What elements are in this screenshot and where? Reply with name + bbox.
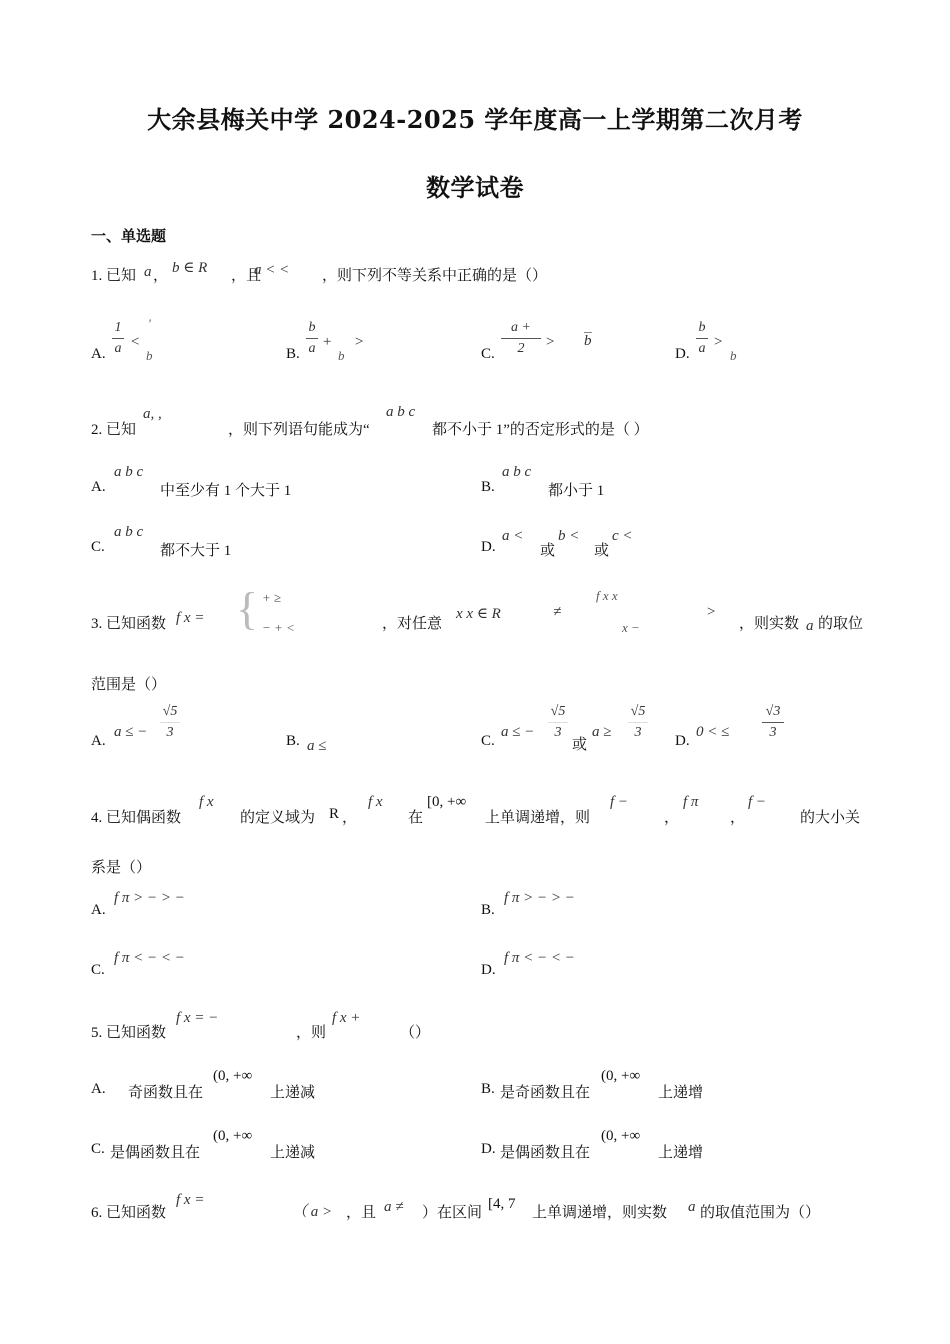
section-heading: 一、单选题 [91, 227, 167, 245]
q2-option-b-abc: a b c [502, 464, 532, 480]
q6-interval: [4, 7 [488, 1196, 516, 1212]
q4-option-b-math: f π > − > − [504, 890, 575, 906]
q3-stem-c: ，则实数 [739, 616, 800, 632]
q1-option-d-label: D. [675, 346, 690, 362]
q5-option-d-label: D. [481, 1141, 496, 1157]
q6-var-a: a [688, 1199, 696, 1215]
q1-option-c-rel: > [545, 334, 556, 350]
exam-subtitle: 数学试卷 [426, 173, 524, 202]
q2-option-b-text: 都小于 1 [548, 483, 605, 499]
q1-option-b-num: b [308, 320, 316, 335]
q1-option-b-label: B. [286, 346, 300, 362]
q4-fx1: f x [199, 794, 214, 810]
q2-option-b-label: B. [481, 479, 495, 495]
q1-option-c-label: C. [481, 346, 495, 362]
q1-condition: a < < [254, 262, 290, 278]
q4-option-a-math: f π > − > − [114, 890, 185, 906]
q3-piece-2: − + < [262, 620, 295, 635]
q5-option-b-text2: 上递增 [658, 1085, 704, 1101]
q4-stem-e: 的大小关 [800, 810, 861, 826]
q4-stem-f: 系是（） [91, 860, 152, 876]
q4-comma: ， [342, 810, 358, 826]
q2-option-c-text: 都不大于 1 [160, 543, 232, 559]
q5-fx2: f x + [332, 1010, 361, 1026]
q3-option-c-den2: 3 [634, 725, 642, 740]
q4-stem-a: 4. 已知偶函数 [91, 810, 182, 826]
q6-stem-e: 的取值范围为（） [700, 1205, 821, 1221]
q3-option-a-den: 3 [166, 725, 174, 740]
q1-option-a-label: A. [91, 346, 106, 362]
q5-stem-b: ，则 [296, 1025, 327, 1041]
q3-option-d-label: D. [675, 733, 690, 749]
q4-option-d-math: f π < − < − [504, 950, 575, 966]
q6-stem-d: 上单调递增，则实数 [532, 1205, 668, 1221]
q3-piecewise-brace: { [236, 583, 259, 634]
q5-option-a-label: A. [91, 1081, 106, 1097]
q5-option-b-text1: 是奇函数且在 [500, 1085, 591, 1101]
q6-stem-b: ，且 [346, 1205, 377, 1221]
q4-option-d-label: D. [481, 962, 496, 978]
q3-option-a-num: √5 [162, 704, 178, 719]
q6-paren: （ a > [292, 1204, 333, 1220]
q4-f2: f π [683, 794, 699, 810]
q4-sep-2: ， [730, 810, 746, 826]
q4-f1: f − [610, 794, 629, 810]
q5-fx: f x = − [176, 1010, 219, 1026]
q3-stem-a: 3. 已知函数 [91, 616, 167, 632]
q2-option-d-or2: 或 [594, 543, 610, 559]
q3-option-c-fraction2 [628, 704, 648, 741]
q1-option-a-num: 1 [114, 320, 122, 335]
q1-option-a-den: a [114, 341, 122, 356]
q3-option-c-num1: √5 [550, 704, 566, 719]
q1-option-a-rhs-den: b [146, 348, 153, 363]
q5-option-d-text2: 上递增 [658, 1145, 704, 1161]
q5-option-c-label: C. [91, 1141, 105, 1157]
q2-option-c-abc: a b c [114, 524, 144, 540]
q3-option-a-label: A. [91, 733, 106, 749]
q1-option-a-rel: < [130, 334, 141, 350]
q5-option-a-text2: 上递减 [270, 1085, 316, 1101]
q1-var-a: a [144, 264, 152, 280]
q1-option-c-fraction [501, 320, 541, 357]
q5-option-c-text2: 上递减 [270, 1145, 316, 1161]
q2-stem-a: 2. 已知 [91, 422, 137, 438]
exam-title: 大余县梅关中学 2024-2025 学年度高一上学期第二次月考 [147, 105, 803, 134]
q5-option-c-text1: 是偶函数且在 [110, 1145, 201, 1161]
q2-option-d-c: c < [612, 528, 633, 544]
q3-piece-1: + ≥ [262, 590, 282, 605]
q3-option-d-den: 3 [769, 725, 777, 740]
q3-option-c-math2: a ≥ [592, 724, 612, 740]
q5-option-c-interval: (0, +∞ [213, 1128, 253, 1144]
q3-option-c-math1: a ≤ − [501, 724, 535, 740]
q3-option-b-math: a ≤ [307, 738, 327, 754]
q3-gt: > [706, 604, 717, 620]
q5-option-a-text1: 奇函数且在 [128, 1085, 204, 1101]
q6-stem-a: 6. 已知函数 [91, 1205, 167, 1221]
q1-option-b-den: a [308, 341, 316, 356]
q1-option-b-gt: > [354, 334, 365, 350]
q1-stem-c: ，则下列不等关系中正确的是（） [322, 268, 548, 284]
q2-option-c-label: C. [91, 539, 105, 555]
q2-option-a-abc: a b c [114, 464, 144, 480]
q6-fx: f x = [176, 1192, 205, 1208]
q2-vars: a, , [143, 406, 162, 422]
q3-stem-d: 的取位 [818, 616, 864, 632]
q2-option-d-or1: 或 [540, 543, 556, 559]
q3-option-b-label: B. [286, 733, 300, 749]
q6-stem-c: ）在区间 [422, 1205, 483, 1221]
q1-option-b-rhs-den: b [338, 348, 345, 363]
q2-option-d-a: a < [502, 528, 524, 544]
q5-stem-a: 5. 已知函数 [91, 1025, 167, 1041]
q4-option-c-label: C. [91, 962, 105, 978]
q3-option-c-num2: √5 [630, 704, 646, 719]
q3-neq: ≠ [553, 604, 562, 620]
q3-option-d-math: 0 < ≤ [696, 724, 730, 740]
q5-option-d-interval: (0, +∞ [601, 1128, 641, 1144]
q2-option-a-label: A. [91, 479, 106, 495]
q3-option-d-fraction [762, 704, 784, 741]
q1-comma: ， [153, 268, 169, 284]
q1-option-d-fraction [696, 320, 708, 357]
q3-option-c-fraction1 [548, 704, 568, 741]
q4-f3: f − [748, 794, 767, 810]
q3-option-d-num: √3 [765, 704, 781, 719]
q6-aneq: a ≠ [384, 1199, 404, 1215]
q5-stem-c: （） [400, 1025, 431, 1041]
q5-option-a-interval: (0, +∞ [213, 1068, 253, 1084]
q4-option-a-label: A. [91, 902, 106, 918]
q5-option-d-text1: 是偶函数且在 [500, 1145, 591, 1161]
q3-option-a-math: a ≤ − [114, 724, 148, 740]
q5-option-b-interval: (0, +∞ [601, 1068, 641, 1084]
q4-R: R [329, 806, 340, 822]
q1-option-d-rhs-den: b [730, 348, 737, 363]
q2-abc: a b c [386, 404, 416, 420]
q2-stem-c: 都不小于 1”的否定形式的是（ ） [432, 422, 649, 438]
q1-option-c-num: a + [511, 320, 531, 335]
q1-option-d-rel: > [713, 334, 724, 350]
q3-option-c-or: 或 [572, 737, 588, 753]
q5-option-b-label: B. [481, 1081, 495, 1097]
q3-frac-num: f x x [596, 588, 618, 603]
q1-option-b-rel: + [322, 334, 333, 350]
q3-frac-den: x − [622, 620, 640, 635]
q1-option-a-fraction [112, 320, 124, 357]
q3-option-c-den1: 3 [554, 725, 562, 740]
q2-option-d-label: D. [481, 539, 496, 555]
q4-option-b-label: B. [481, 902, 495, 918]
q3-stem-e: 范围是（） [91, 677, 167, 693]
q1-option-c-den: 2 [517, 341, 525, 356]
q3-stem-b: ，对任意 [382, 616, 443, 632]
q3-option-a-fraction [160, 704, 180, 741]
q3-x12: x x ∈ R [456, 606, 501, 622]
q1-stem-b: ，且 [231, 268, 262, 284]
q4-fx2: f x [368, 794, 383, 810]
q1-in-r: b ∈ R [172, 260, 208, 276]
q4-sep-1: ， [664, 810, 680, 826]
q3-fx: f x = [176, 610, 205, 626]
q1-option-c-rhs: b [584, 333, 592, 349]
q4-stem-b: 的定义域为 [240, 810, 316, 826]
q4-interval: [0, +∞ [427, 794, 467, 810]
q4-stem-c: 在 [408, 810, 424, 826]
q4-stem-d: 上单调递增，则 [485, 810, 591, 826]
q2-stem-b: ，则下列语句能成为“ [228, 422, 370, 438]
q2-option-d-b: b < [558, 528, 580, 544]
q3-var-a: a [806, 618, 814, 634]
q1-option-b-fraction [306, 320, 318, 357]
q3-option-c-label: C. [481, 733, 495, 749]
q1-option-a-rhs: ' [148, 316, 151, 331]
q1-option-d-num: b [698, 320, 706, 335]
q2-option-a-text: 中至少有 1 个大于 1 [160, 483, 292, 499]
q1-option-d-den: a [698, 341, 706, 356]
q1-stem-a: 1. 已知 [91, 268, 137, 284]
q4-option-c-math: f π < − < − [114, 950, 185, 966]
